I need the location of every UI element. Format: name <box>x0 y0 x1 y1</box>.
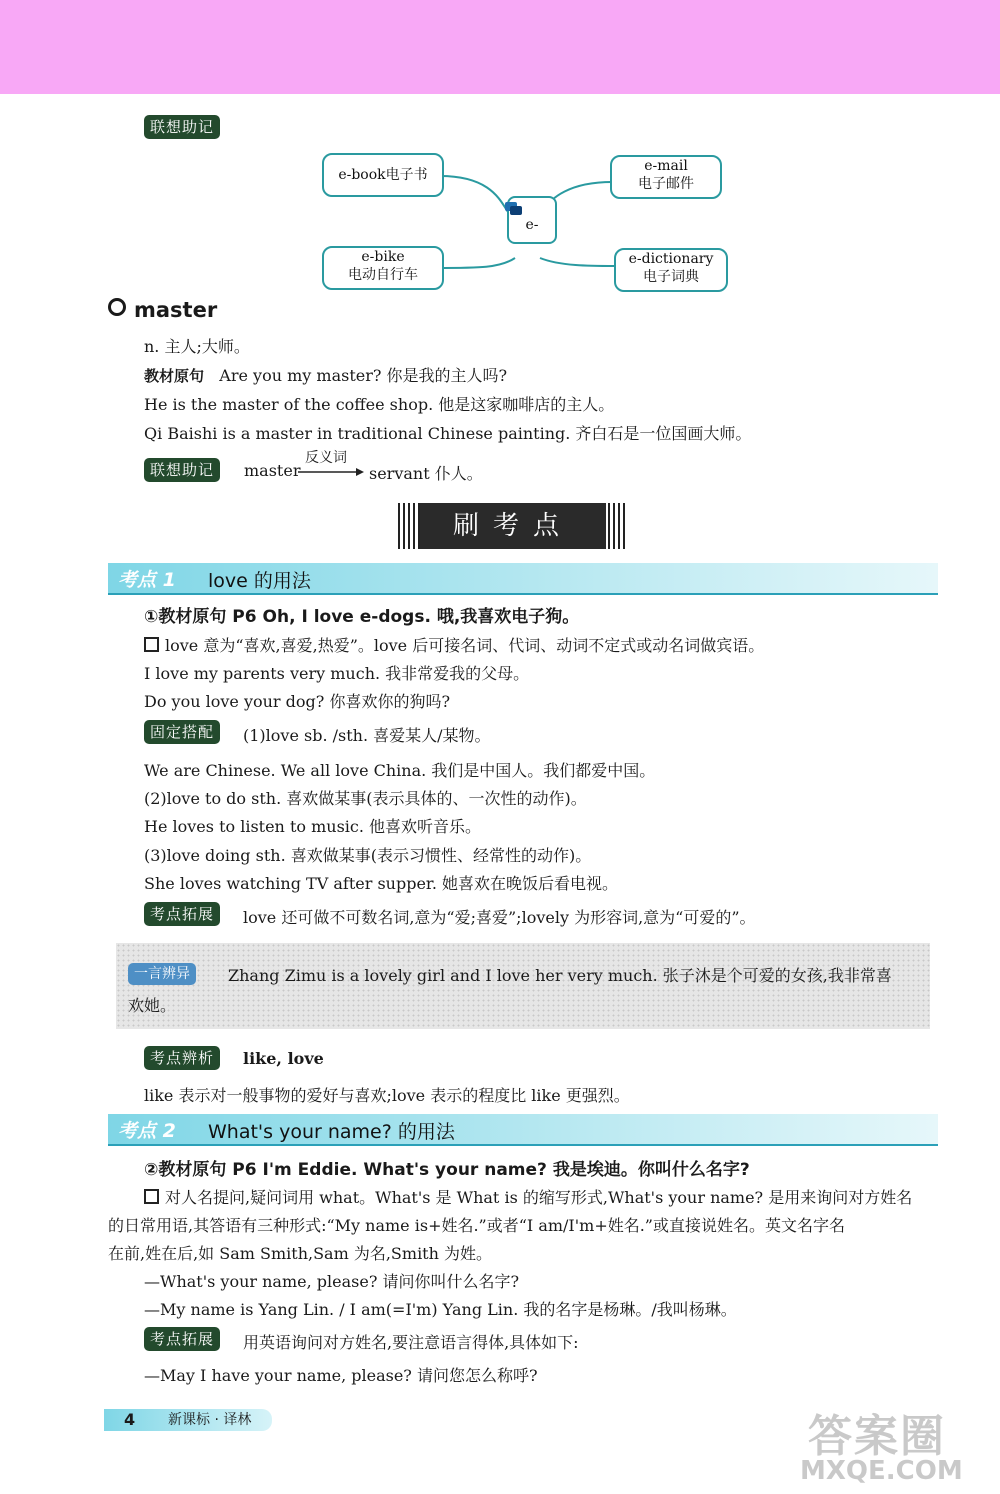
kp1-ext: love 还可做不可数名词,意为“爱;喜爱”;lovely 为形容词,意为“可爱的”。 <box>243 908 756 927</box>
watermark-logo: 答案圈 <box>808 1411 946 1462</box>
kp2-example-1: —What's your name, please? 请问你叫什么名字? <box>144 1272 520 1291</box>
kp1-fixed-2: (2)love to do sth. 喜欢做某事(表示具体的、一次性的动作)。 <box>144 789 587 808</box>
kp1-fixed-3-example: She loves watching TV after supper. 她喜欢在晚饭后看电视。 <box>144 874 618 893</box>
kp1-analysis: like 表示对一般事物的爱好与喜欢;love 表示的程度比 like 更强烈。 <box>144 1086 630 1105</box>
master-assoc-tag: 联想助记 <box>144 458 220 482</box>
kp1-analysis-tag: 考点辨析 <box>144 1046 220 1070</box>
kp1-fixed-3: (3)love doing sth. 喜欢做某事(表示习惯性、经常性的动作)。 <box>144 846 592 865</box>
top-color-band <box>0 0 1000 94</box>
arrow-icon <box>298 466 364 478</box>
master-source: 教材原句 Are you my master? 你是我的主人吗? <box>144 366 508 385</box>
yiyan-tag: 一言辨异 <box>128 963 196 985</box>
note-icon <box>144 637 159 652</box>
master-example-2: Qi Baishi is a master in traditional Chinese painting. 齐白石是一位国画大师。 <box>144 424 752 443</box>
kp2-example-2: —My name is Yang Lin. / I am(=I'm) Yang Lin. 我的名字是杨琳。/我叫杨琳。 <box>144 1300 737 1319</box>
master-assoc-target: servant 仆人。 <box>369 464 483 483</box>
mindmap-node-ebike: e-bike 电动自行车 <box>322 246 444 290</box>
kp2-explain-2: 的日常用语,其答语有三种形式:“My name is+姓名.”或者“I am/I'm+姓名.”或直接说姓名。英文名字名 <box>108 1216 845 1235</box>
kp1-fixed-1-example: We are Chinese. We all love China. 我们是中国人。我们都爱中国。 <box>144 761 656 780</box>
master-headword: master <box>108 298 217 322</box>
kp1-explain: love 意为“喜欢,喜爱,热爱”。love 后可接名词、代词、动词不定式或动名词做宾语。 <box>144 633 764 656</box>
kp1-example-2: Do you love your dog? 你喜欢你的狗吗? <box>144 692 451 711</box>
yiyan-line-2: 欢她。 <box>128 996 177 1015</box>
section-banner: 刷考点 <box>398 503 628 549</box>
kp2-ext-tag: 考点拓展 <box>144 1327 220 1351</box>
yiyan-box <box>116 943 930 1029</box>
master-definition: n. 主人;大师。 <box>144 337 250 356</box>
master-assoc-relation: 反义词 <box>305 450 347 466</box>
note-icon <box>144 1189 159 1204</box>
master-example-1: He is the master of the coffee shop. 他是这家咖啡店的主人。 <box>144 395 615 414</box>
watermark-url: MXQE.COM <box>800 1456 963 1486</box>
master-assoc-word: master <box>244 461 301 480</box>
series-name: 新课标 · 译林 <box>168 1412 252 1428</box>
mindmap-node-edictionary: e-dictionary 电子词典 <box>614 248 728 292</box>
kp2-ext-example: —May I have your name, please? 请问您怎么称呼? <box>144 1366 538 1385</box>
kp1-example-1: I love my parents very much. 我非常爱我的父母。 <box>144 664 530 683</box>
mindmap-center: e- <box>507 196 557 244</box>
kp1-fixed-1: (1)love sb. /sth. 喜爱某人/某物。 <box>243 726 491 745</box>
kp2-explain-1: 对人名提问,疑问词用 what。What's 是 What is 的缩写形式,What's your name? 是用来询问对方姓名 <box>144 1185 912 1208</box>
footer-bar <box>104 1409 272 1431</box>
kp1-fixed-tag: 固定搭配 <box>144 720 220 744</box>
mindmap-tag: 联想助记 <box>144 115 220 139</box>
kp2-header: 考点 2 What's your name? 的用法 <box>108 1114 938 1146</box>
yiyan-line-1: Zhang Zimu is a lovely girl and I love her very much. 张子沐是个可爱的女孩,我非常喜 <box>228 966 892 985</box>
kp2-ext: 用英语询问对方姓名,要注意语言得体,具体如下: <box>243 1333 579 1352</box>
kp1-heading: ①教材原句 P6 Oh, I love e-dogs. 哦,我喜欢电子狗。 <box>144 607 580 627</box>
chat-bubble-icon <box>505 202 523 216</box>
kp2-explain-3: 在前,姓在后,如 Sam Smith,Sam 为名,Smith 为姓。 <box>108 1244 493 1263</box>
mindmap-node-ebook: e-book电子书 <box>322 153 444 197</box>
kp1-fixed-2-example: He loves to listen to music. 他喜欢听音乐。 <box>144 817 482 836</box>
kp1-ext-tag: 考点拓展 <box>144 902 220 926</box>
kp1-analysis-words: like, love <box>243 1049 324 1068</box>
kp2-heading: ②教材原句 P6 I'm Eddie. What's your name? 我是埃迪。你叫什么名字? <box>144 1160 750 1180</box>
page-number: 4 <box>124 1410 136 1429</box>
mindmap-node-email: e-mail 电子邮件 <box>610 155 722 199</box>
kp1-header: 考点 1 love 的用法 <box>108 563 938 595</box>
